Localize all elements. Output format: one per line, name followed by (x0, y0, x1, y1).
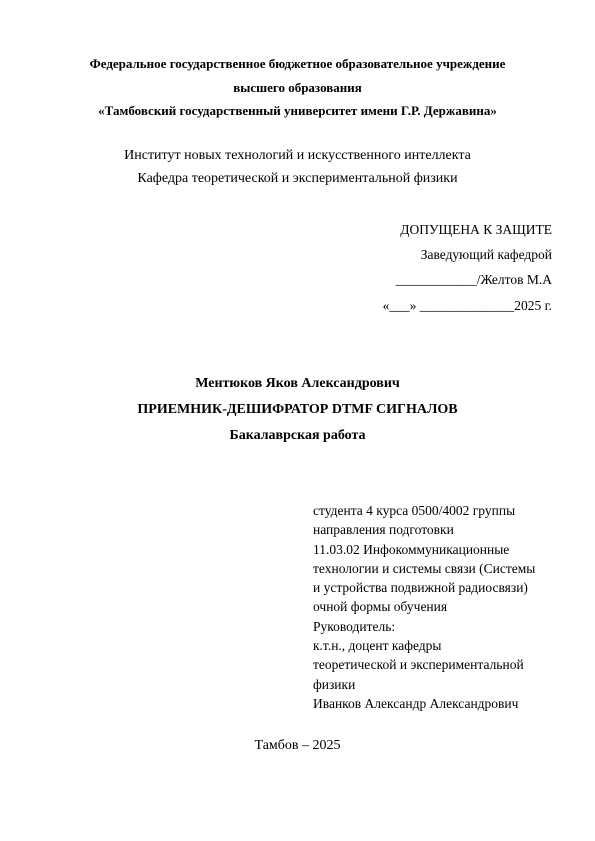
student-info-line: очной формы обучения (313, 599, 448, 615)
work-type: Бакалаврская работа (229, 428, 366, 443)
university-name: «Тамбовский государственный университет имени Г.Р. Державина» (98, 103, 497, 118)
supervisor-label: Руководитель: (313, 618, 396, 634)
approval-signature: ____________/Желтов М.А (395, 272, 552, 287)
city-year: Тамбов – 2025 (254, 738, 341, 753)
approval-position: Заведующий кафедрой (420, 247, 552, 262)
student-info-line: направления подготовки (313, 522, 454, 538)
supervisor-department-cont: физики (313, 676, 356, 692)
student-info-line: студента 4 курса 0500/4002 группы (313, 503, 516, 518)
approval-date: «___» ______________2025 г. (382, 298, 552, 313)
institution-line-1: Федеральное государственное бюджетное образовательное учреждение (89, 56, 506, 71)
author-name: Ментюков Яков Александрович (195, 376, 400, 391)
student-info-line: 11.03.02 Инфокоммуникационные (313, 541, 510, 557)
supervisor-name: Иванков Александр Александрович (313, 695, 519, 711)
supervisor-department: теоретической и экспериментальной (313, 657, 524, 673)
student-info (313, 501, 558, 713)
chair-name: Кафедра теоретической и экспериментальной физики (137, 171, 458, 186)
work-title: ПРИЕМНИК-ДЕШИФРАТОР DTMF СИГНАЛОВ (137, 402, 458, 417)
student-info-line: и устройства подвижной радиосвязи) (313, 580, 528, 596)
institute-name: Институт новых технологий и искусственного интеллекта (124, 148, 471, 163)
supervisor-degree: к.т.н., доцент кафедры (313, 638, 442, 654)
institution-line-2: высшего образования (233, 80, 362, 95)
student-info-line: технологии и системы связи (Системы (313, 560, 536, 576)
approval-title: ДОПУЩЕНА К ЗАЩИТЕ (400, 222, 552, 237)
